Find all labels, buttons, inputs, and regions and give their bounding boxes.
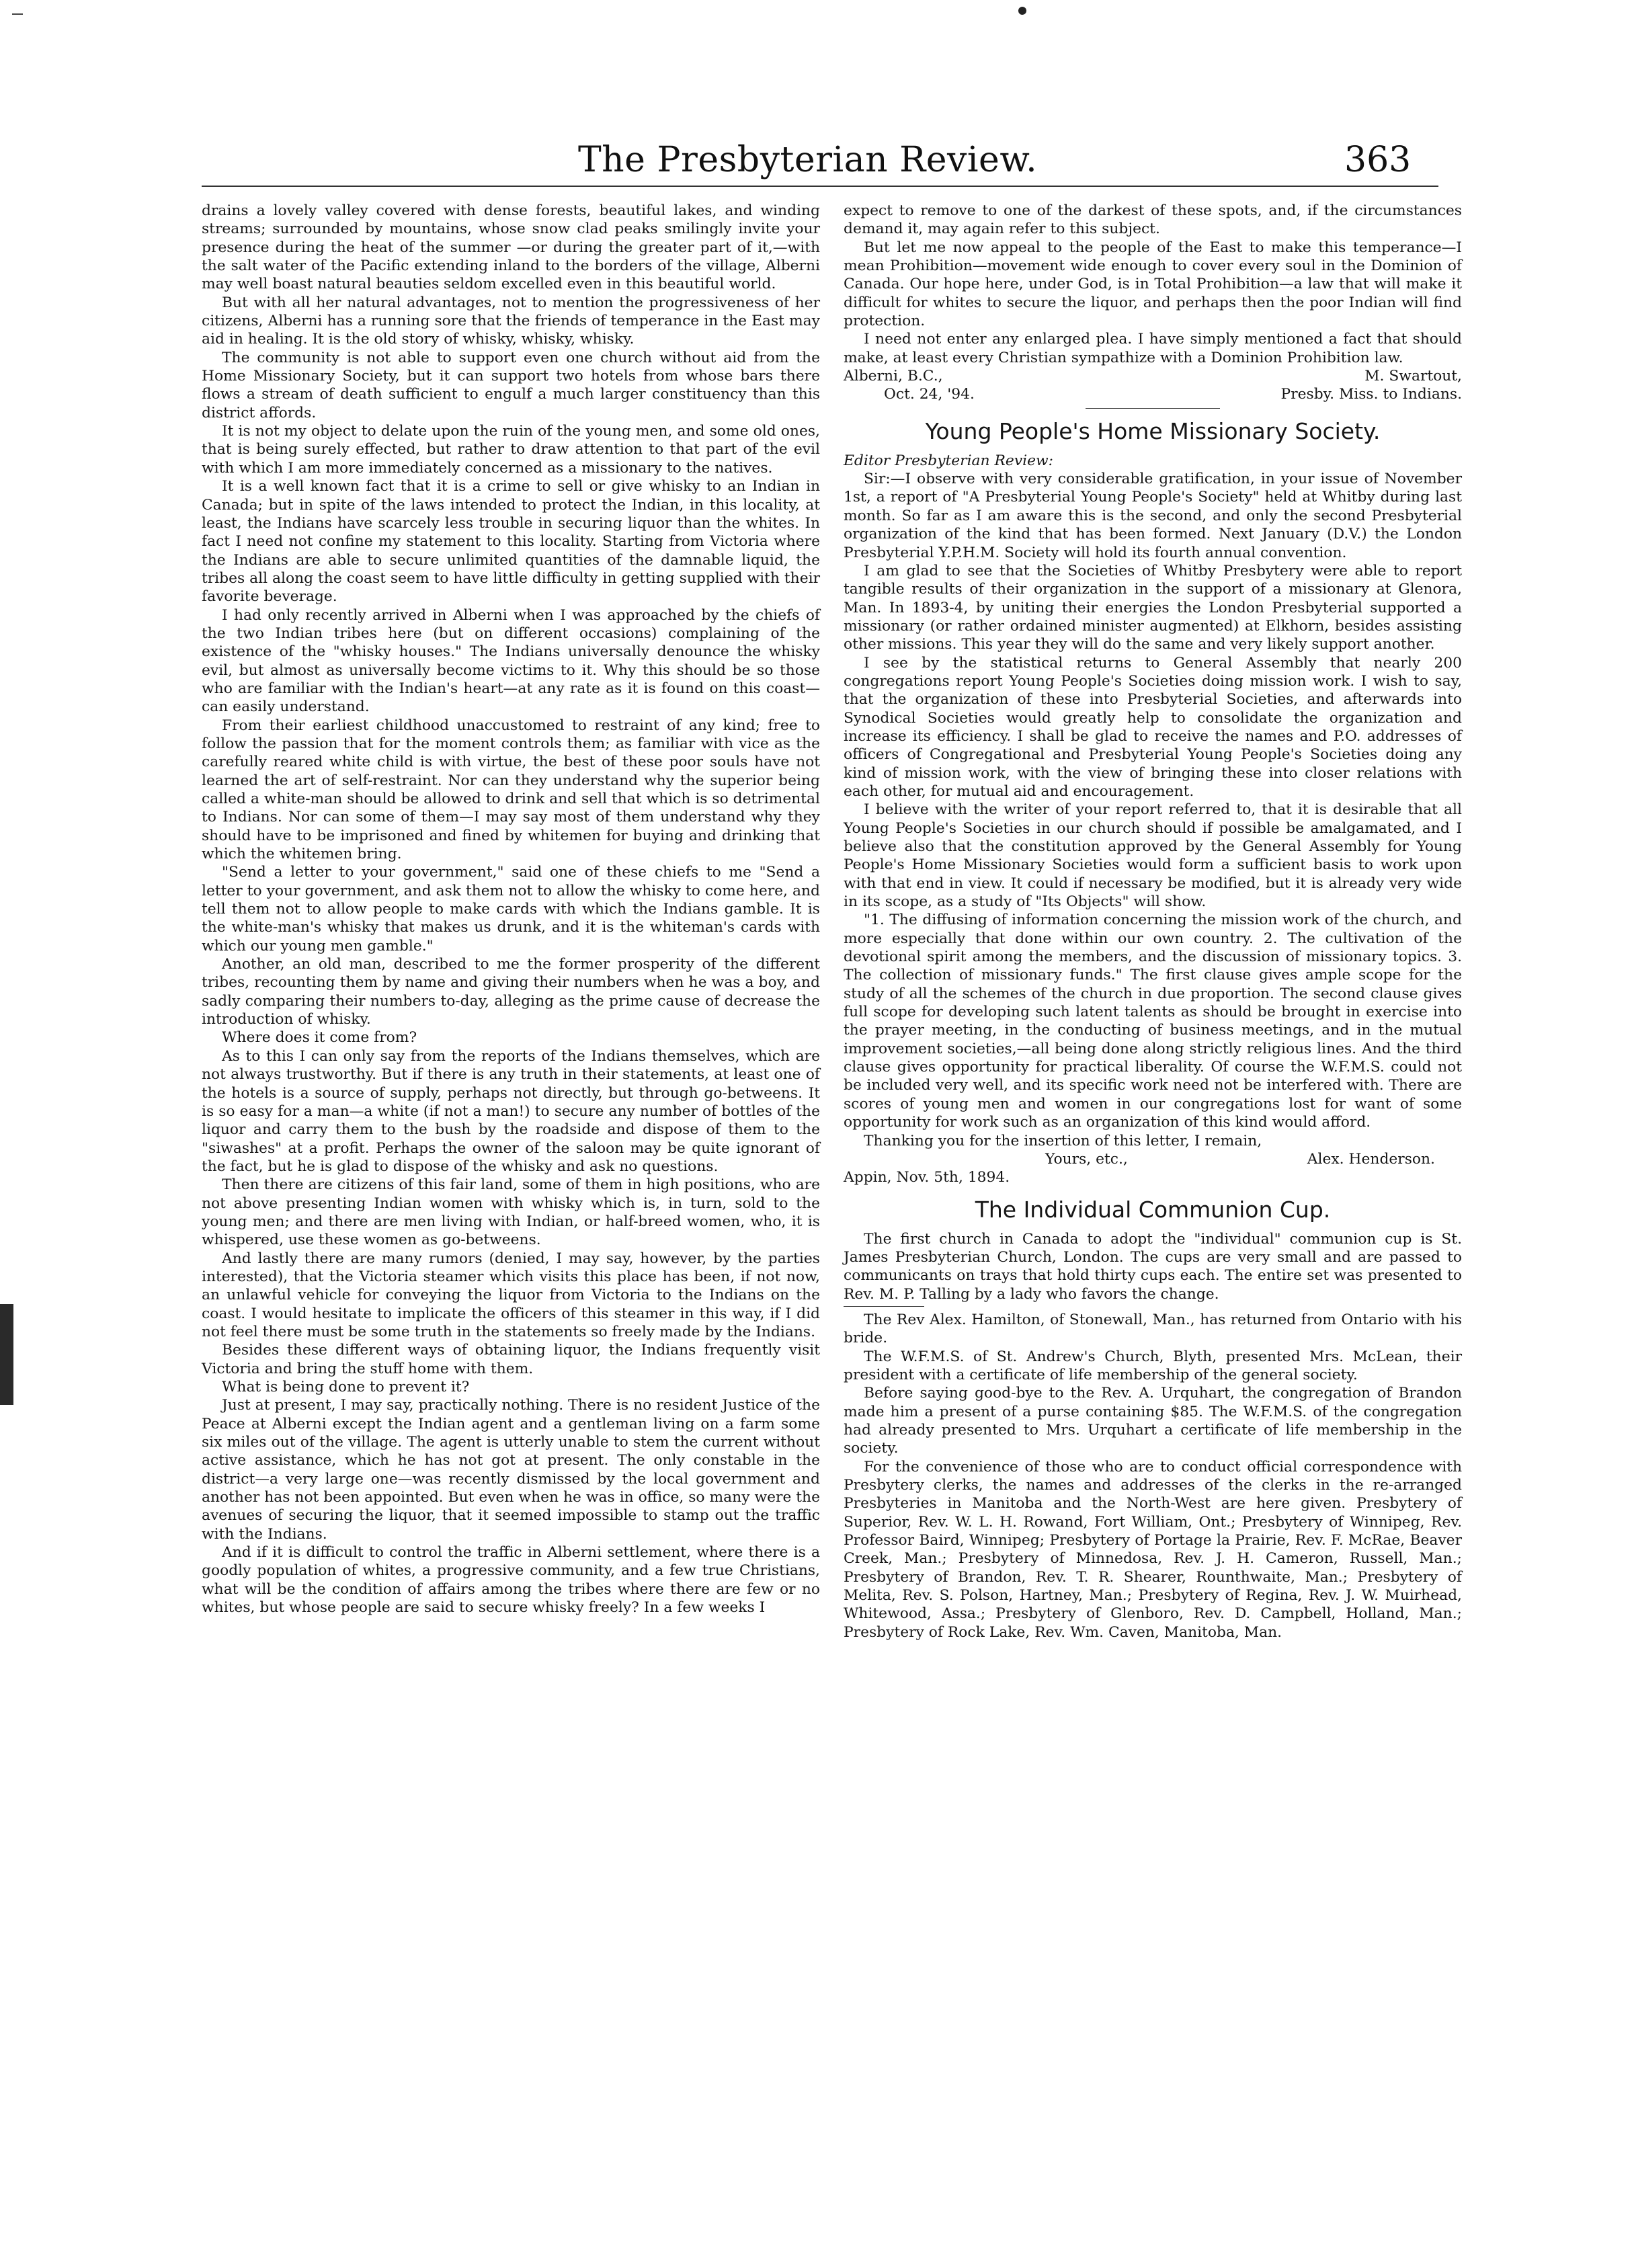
news-item: Before saying good-bye to the Rev. A. Urquhart, the congregation of Brandon made him a present of a purse containing $85. The W.F.M.S. of the congregation had already presented to Mrs. Urquhart a certificate of life membership in the society.	[844, 1385, 1462, 1457]
paragraph: What is being done to prevent it?	[222, 1379, 470, 1395]
paragraph: But with all her natural advantages, not to mention the progressiveness of her citizens, Alberni has a running sore that the friends of temperance in the East may aid in healing. It is the old story of whisky, whisky, whisky.	[202, 294, 820, 348]
paragraph: "Send a letter to your government," said one of these chiefs to me "Send a letter to your government, and ask them not to allow the whisky to come here, and tell them not to allow people to make cards with which the Indians gamble. It is the white-man's whisky that makes us drunk, and it is the whiteman's cards with which our young men gamble."	[202, 864, 820, 955]
article-title: Young People's Home Missionary Society.	[925, 417, 1381, 444]
editor-salutation: Editor Presbyterian Review:	[844, 452, 1054, 469]
paragraph: expect to remove to one of the darkest of these spots, and, if the circumstances demand it, may again refer to this subject.	[844, 202, 1462, 238]
paragraph: But let me now appeal to the people of the East to make this temperance—I mean Prohibition—movement wide enough to cover every soul in the Dominion of Canada. Our hope here, under God, is in Total Prohibition—a law that will make it difficult for whites to secure the liquor, and perhaps then the poor Indian will find protection.	[844, 239, 1462, 330]
dateline: Appin, Nov. 5th, 1894.	[844, 1169, 1010, 1186]
paragraph: I am glad to see that the Societies of Whitby Presbytery were able to report tangible results of their organization in the support of a missionary at Glenora, Man. In 1893-4, by uniting their energies the London Presbyterial supported a missionary (or rather ordained minister augmented) at Elkhorn, besides assisting other missions. This year they will do the same and very likely support another.	[844, 562, 1462, 653]
binding-margin-mark	[0, 1304, 13, 1405]
paragraph: And if it is difficult to control the traffic in Alberni settlement, where there is a goodly population of whites, a progressive community, and a few true Christians, what will be the condition of affairs among the tribes where there are few or no whites, but whose people are said to secure whisky freely? In a few weeks I	[202, 1544, 820, 1617]
right-column	[844, 202, 1462, 1642]
paragraph: And lastly there are many rumors (denied, I may say, however, by the parties interested), that the Victoria steamer which visits this place has been, if not now, an unlawful vehicle for conveying the liquor from Victoria to the Indians on the coast. I would hesitate to implicate the officers of this steamer in this way, if I did not feel there must be some truth in the statements so freely made by the Indians.	[202, 1250, 820, 1340]
page-number: 363	[1344, 140, 1412, 180]
paragraph: Where does it come from?	[222, 1029, 417, 1047]
paragraph: It is not my object to delate upon the ruin of the young men, and some old ones, that is being surely effected, but rather to draw attention to that part of the evil with which I am more immediately concerned as a missionary to the natives.	[202, 423, 820, 477]
signature-date: Oct. 24, '94.	[884, 386, 975, 403]
section-divider	[844, 1306, 924, 1307]
section-divider	[1086, 408, 1220, 409]
closing: Yours, etc.,	[1045, 1150, 1128, 1168]
signature-title: Presby. Miss. to Indians.	[1280, 386, 1462, 403]
paragraph: The first church in Canada to adopt the "individual" communion cup is St. James Presbyterian Church, London. The cups are very small and are passed to communicants on trays that hold thirty cups each. The entire set was presented to Rev. M. P. Talling by a lady who favors the change.	[844, 1230, 1462, 1303]
news-item: The W.F.M.S. of St. Andrew's Church, Blyth, presented Mrs. McLean, their president with a certificate of life membership of the general society.	[844, 1348, 1462, 1383]
news-item: The Rev Alex. Hamilton, of Stonewall, Man., has returned from Ontario with his bride.	[844, 1311, 1462, 1347]
paragraph: As to this I can only say from the reports of the Indians themselves, which are not always trustworthy. But if there is any truth in their statements, at least one of the hotels is a source of supply, perhaps not directly, but through go-betweens. It is so easy for a man—a white (if not a man!) to secure any number of bottles of the liquor and carry them to the bush by the roadside and dispose of them to the "siwashes" at a profit. Perhaps the owner of the saloon may be quite ignorant of the fact, but he is glad to dispose of the whisky and ask no questions.	[202, 1047, 820, 1175]
page-header-title: The Presbyterian Review.	[578, 140, 1038, 180]
signer-name: Alex. Henderson.	[1307, 1150, 1435, 1168]
paragraph: Then there are citizens of this fair land, some of them in high positions, who are not above presenting Indian women with whisky which is, in turn, sold to the young men; and there are men living with Indian, or half-breed women, who, it is whispered, use these women as go-betweens.	[202, 1176, 820, 1249]
corner-scan-mark	[12, 13, 23, 20]
paragraph: The community is not able to support even one church without aid from the Home Missionary Society, but it can support two hotels from whose bars there flows a stream of death sufficient to engulf a much larger constituency than this district affords.	[202, 349, 820, 421]
paragraph: I need not enter any enlarged plea. I have simply mentioned a fact that should make, at least every Christian sympathize with a Dominion Prohibition law.	[844, 331, 1462, 366]
paragraph: drains a lovely valley covered with dense forests, beautiful lakes, and winding streams; surrounded by mountains, whose snow clad peaks smilingly invite your presence during the heat of the summer —or during the greater part of it,—with the salt water of the Pacific extending inland to the borders of the village, Alberni may well boast natural beauties seldom excelled even in this beautiful world.	[202, 202, 820, 293]
news-item: For the convenience of those who are to conduct official correspondence with Presbytery clerks, the names and addresses of the clerks in the re-arranged Presbyteries in Manitoba and the North-West are here given. Presbytery of Superior, Rev. W. L. H. Rowand, Fort William, Ont.; Presbytery of Winnipeg, Rev. Professor Baird, Winnipeg; Presbytery of Portage la Prairie, Rev. F. McRae, Beaver Creek, Man.; Presbytery of Minnedosa, Rev. J. H. Cameron, Russell, Man.; Presbytery of Brandon, Rev. T. R. Shearer, Rounthwaite, Man.; Presbytery of Melita, Rev. S. Polson, Hartney, Man.; Presbytery of Regina, Rev. J. W. Muirhead, Whitewood, Assa.; Presbytery of Glenboro, Rev. D. Campbell, Holland, Man.; Presbytery of Rock Lake, Rev. Wm. Caven, Manitoba, Man.	[844, 1458, 1462, 1641]
scan-dot	[1018, 7, 1026, 15]
paragraph: Besides these different ways of obtaining liquor, the Indians frequently visit Victoria and bring the stuff home with them.	[202, 1342, 820, 1377]
paragraph: Thanking you for the insertion of this letter, I remain,	[864, 1132, 1262, 1149]
paragraph: Just at present, I may say, practically nothing. There is no resident Justice of the Peace at Alberni except the Indian agent and a gentleman living on a farm some six miles out of the village. The agent is utterly unable to stem the current without active assistance, which he has not got at present. The only constable in the district—a very large one—was recently dismissed by the local government and another has not been appointed. But even when he was in office, so many were the avenues of securing the liquor, that it seemed impossible to stamp out the traffic with the Indians.	[202, 1397, 820, 1543]
paragraph: Sir:—I observe with very considerable gratification, in your issue of November 1st, a report of "A Presbyterial Young People's Society" held at Whitby during last month. So far as I am aware this is the second, and only the second Presbyterial organization of the kind that has been formed. Next January (D.V.) the London Presbyterial Y.P.H.M. Society will hold its fourth annual convention.	[844, 471, 1462, 561]
paragraph: It is a well known fact that it is a crime to sell or give whisky to an Indian in Canada; but in spite of the laws intended to protect the Indian, in this locality, at least, the Indians have scarcely less trouble in securing liquor than the whites. In fact I need not confine my statement to this locality. Starting from Victoria where the Indians are able to secure unlimited quantities of the damnable liquid, the tribes all along the coast seem to have little difficulty in getting supplied with their favorite beverage.	[202, 478, 820, 606]
paragraph: I had only recently arrived in Alberni when I was approached by the chiefs of the two Indian tribes here (but on different occasions) complaining of the existence of the "whisky houses." The Indians universally denounce the whisky evil, but almost as universally become victims to it. Why this should be so those who are familiar with the Indian's heart—at any rate as it is found on this coast—can easily understand.	[202, 606, 820, 716]
header-rule	[202, 186, 1438, 187]
signature-line	[844, 1150, 1462, 1168]
article-title: The Individual Communion Cup.	[975, 1196, 1331, 1223]
paragraph: From their earliest childhood unaccustomed to restraint of any kind; free to follow the passion that for the moment controls them; as familiar with vice as the carefully reared white child is with virtue, the best of these poor souls have not learned the art of self-restraint. Nor can they understand why the superior being called a white-man should be allowed to drink and sell that which is so detrimental to Indians. Nor can some of them—I may say most of them understand why they should have to be imprisoned and fined by whitemen for buying and drinking that which the whitemen bring.	[202, 717, 820, 863]
paragraph: Another, an old man, described to me the former prosperity of the different tribes, recounting them by name and giving their numbers when he was a boy, and sadly comparing their numbers to-day, alleging as the prime cause of decrease the introduction of whisky.	[202, 956, 820, 1028]
paragraph: "1. The diffusing of information concerning the mission work of the church, and more especially that done within our own country. 2. The cultivation of the devotional spirit among the members, and the discussion of missionary topics. 3. The collection of missionary funds." The first clause gives ample scope for the study of all the schemes of the church in due proportion. The second clause gives full scope for developing such latent talents as should be brought in exercise into the prayer meeting, in the conducting of business meetings, and in the mutual improvement societies,—all being done along strictly religious lines. And the third clause gives opportunity for practical liberality. Of course the W.F.M.S. could not be included very well, and its specific work need not be interfered with. There are scores of young men and women in our congregations lost for want of some opportunity for work such as an organization of this kind would afford.	[844, 912, 1462, 1131]
left-column	[202, 202, 820, 1617]
signature-name: M. Swartout,	[1364, 368, 1462, 385]
signature-place: Alberni, B.C.,	[844, 368, 943, 385]
paragraph: I see by the statistical returns to General Assembly that nearly 200 congregations report Young People's Societies doing mission work. I wish to say, that the organization of these into Presbyterial Societies, and afterwards into Synodical Societies would greatly help to consolidate the organization and increase its efficiency. I shall be glad to receive the names and P.O. addresses of officers of Congregational and Presbyterial Young People's Societies doing any kind of mission work, with the view of bringing these into closer relations with each other, for mutual aid and encouragement.	[844, 654, 1462, 800]
paragraph: I believe with the writer of your report referred to, that it is desirable that all Young People's Societies in our church should if possible be amalgamated, and I believe also that the constitution approved by the General Assembly for Young People's Home Missionary Societies would form a sufficient basis to work upon with that end in view. It could if necessary be modified, but it is already very wide in its scope, as a study of "Its Objects" will show.	[844, 801, 1462, 911]
signature-line	[844, 385, 1462, 403]
signature-line	[844, 367, 1462, 385]
